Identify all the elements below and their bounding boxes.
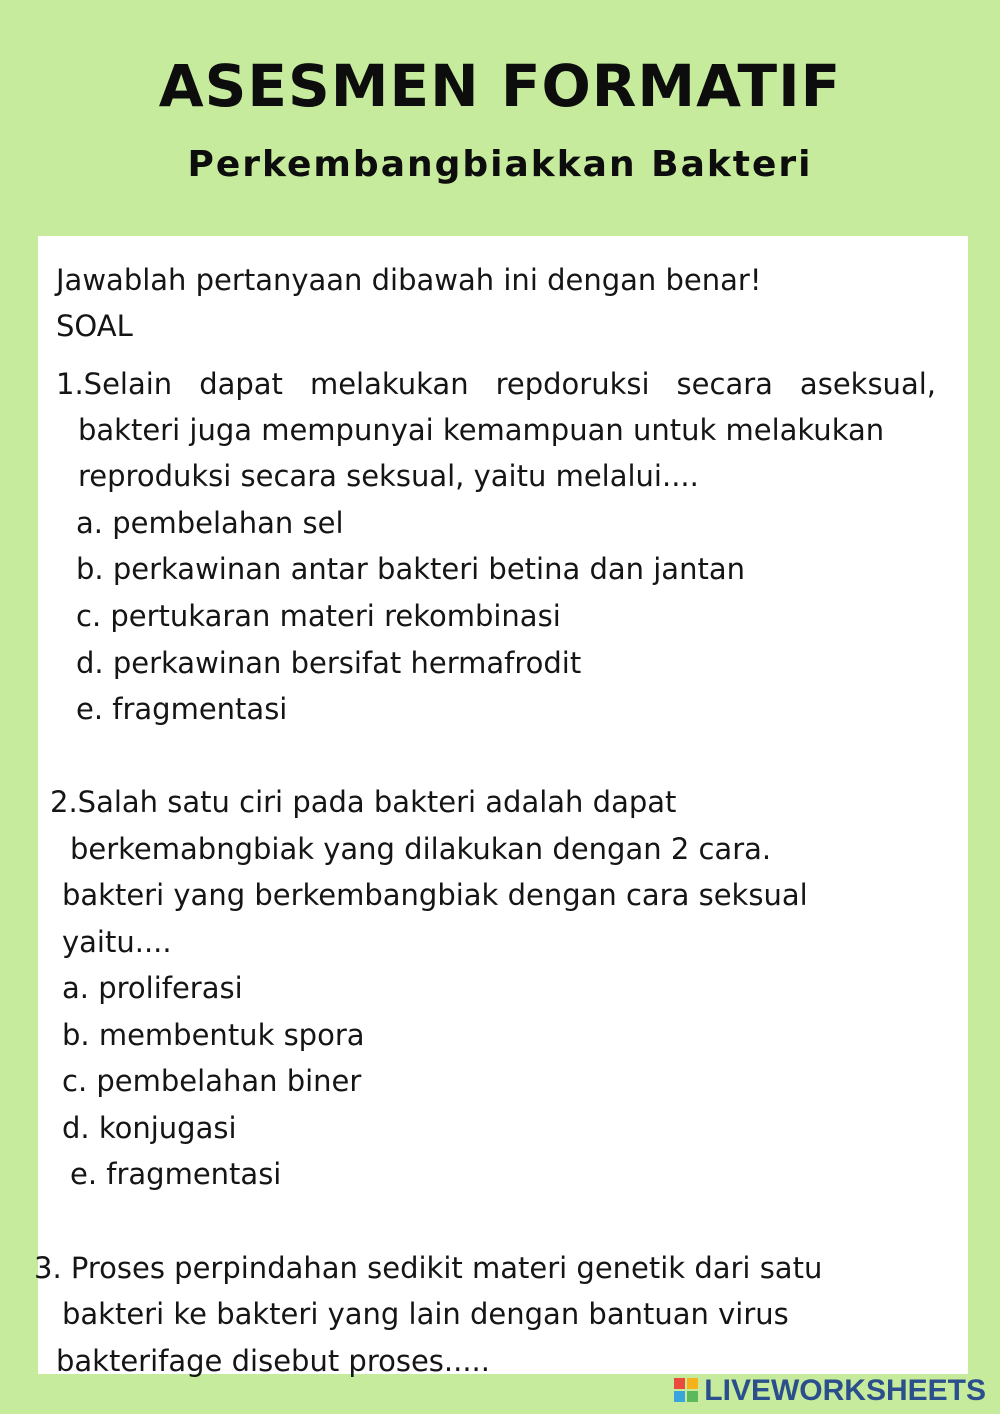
question-1-option-b: b. perkawinan antar bakteri betina dan jantan [76, 552, 745, 586]
question-2-option-c: c. pembelahan biner [62, 1064, 362, 1098]
brand-name: LIVEWORKSHEETS [704, 1374, 986, 1407]
question-2-option-a: a. proliferasi [62, 971, 243, 1005]
question-1-line-3: reproduksi secara seksual, yaitu melalui.... [78, 459, 699, 493]
question-3-line-3: bakterifage disebut proses..... [56, 1344, 490, 1378]
question-2-line-2: berkemabngbiak yang dilakukan dengan 2 cara. [70, 832, 772, 866]
question-2-option-d: d. konjugasi [62, 1111, 237, 1145]
question-3-line-2: bakteri ke bakteri yang lain dengan bantuan virus [62, 1297, 789, 1331]
question-1-option-d: d. perkawinan bersifat hermafrodit [76, 646, 582, 680]
question-1-option-a: a. pembelahan sel [76, 506, 344, 540]
question-2-line-3: bakteri yang berkembangbiak dengan cara seksual [62, 878, 808, 912]
question-3-line-1: 3. Proses perpindahan sedikit materi genetik dari satu [34, 1251, 823, 1285]
question-1-line-1: 1.Selain dapat melakukan repdoruksi secara aseksual, [56, 367, 936, 401]
question-2-option-b: b. membentuk spora [62, 1018, 365, 1052]
page-subtitle: Perkembangbiakkan Bakteri [187, 144, 813, 185]
question-1-option-c: c. pertukaran materi rekombinasi [76, 599, 561, 633]
instruction-text: Jawablah pertanyaan dibawah ini dengan benar! [56, 263, 762, 297]
question-2-line-1: 2.Salah satu ciri pada bakteri adalah dapat [50, 785, 677, 819]
page-title: ASESMEN FORMATIF [158, 52, 842, 120]
section-label: SOAL [56, 309, 133, 343]
question-2-line-4: yaitu.... [62, 925, 172, 959]
question-2-option-e: e. fragmentasi [70, 1157, 282, 1191]
liveworksheets-brand[interactable] [674, 1374, 986, 1408]
question-1-option-e: e. fragmentasi [76, 692, 288, 726]
liveworksheets-logo-icon [674, 1378, 700, 1404]
question-1-line-2: bakteri juga mempunyai kemampuan untuk melakukan [78, 413, 885, 447]
